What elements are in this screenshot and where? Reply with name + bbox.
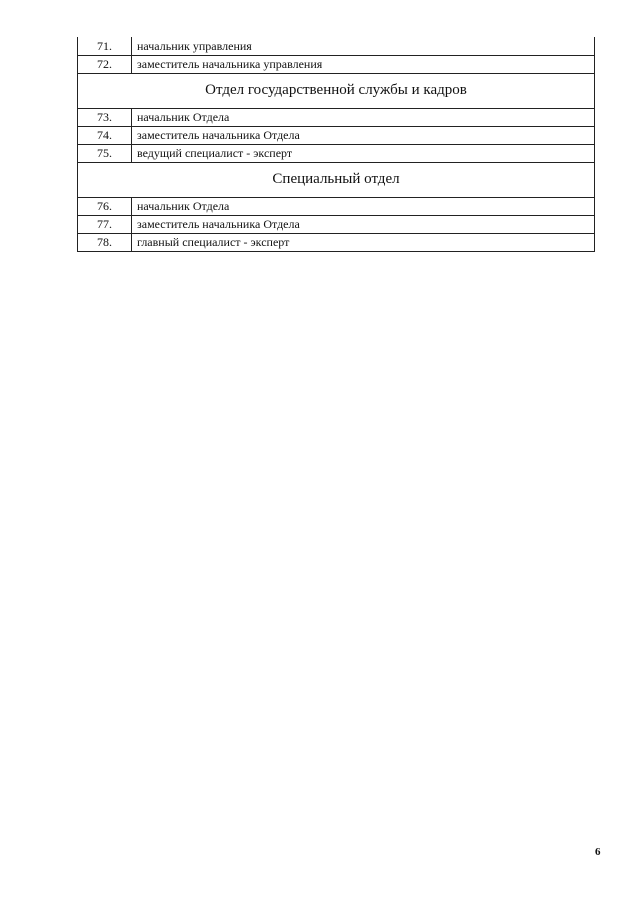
position-name: заместитель начальника Отдела [132,215,595,233]
position-name: ведущий специалист - эксперт [132,144,595,162]
section-title: Отдел государственной службы и кадров [78,73,595,108]
row-number: 75. [78,144,132,162]
section-header-row [78,73,595,108]
table-row [78,215,595,233]
position-name: заместитель начальника Отдела [132,126,595,144]
table-row [78,126,595,144]
position-name: главный специалист - эксперт [132,233,595,251]
row-number: 78. [78,233,132,251]
table-row [78,37,595,55]
position-name: начальник управления [132,37,595,55]
table-row [78,108,595,126]
position-name: заместитель начальника управления [132,55,595,73]
row-number: 71. [78,37,132,55]
row-number: 76. [78,197,132,215]
row-number: 74. [78,126,132,144]
position-name: начальник Отдела [132,197,595,215]
positions-table [77,37,595,252]
table-row [78,233,595,251]
table-row [78,197,595,215]
section-title: Специальный отдел [78,162,595,197]
row-number: 73. [78,108,132,126]
section-header-row [78,162,595,197]
table-row [78,144,595,162]
page-number: 6 [595,846,601,858]
table-row [78,55,595,73]
position-name: начальник Отдела [132,108,595,126]
row-number: 77. [78,215,132,233]
row-number: 72. [78,55,132,73]
